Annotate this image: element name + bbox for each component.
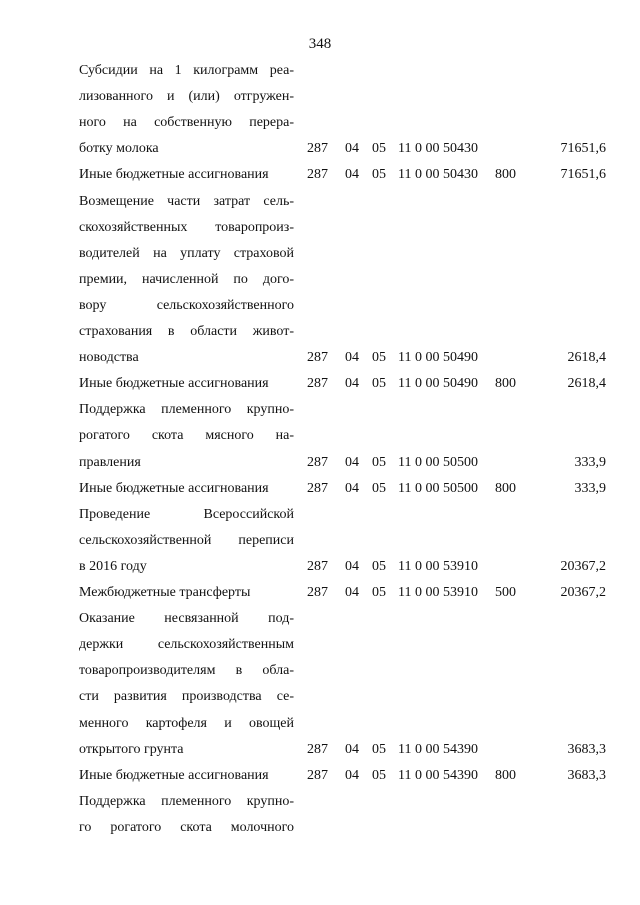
amount: 333,9 (574, 454, 606, 470)
table-row (0, 371, 640, 397)
row-description: Проведение Всероссийской (79, 506, 294, 522)
row-description: Оказание несвязанной под- (79, 611, 294, 627)
amount: 3683,3 (567, 741, 606, 757)
table-row (0, 189, 640, 215)
subsection-code: 05 (372, 141, 386, 157)
row-description: водителей на уплату страховой (79, 245, 294, 261)
row-description: Возмещение части затрат сель- (79, 193, 294, 209)
ved-code: 287 (307, 376, 328, 392)
row-description: держки сельскохозяйственным (79, 637, 294, 653)
ved-code: 287 (307, 585, 328, 600)
table-row (0, 737, 640, 763)
table-row (0, 450, 640, 476)
target-article-code: 11 0 00 53910 (398, 558, 478, 574)
subsection-code: 05 (372, 585, 386, 600)
table-row (0, 423, 640, 449)
section-code: 04 (345, 585, 359, 600)
target-article-code: 11 0 00 54390 (398, 767, 478, 783)
section-code: 04 (345, 741, 359, 757)
amount: 20367,2 (560, 558, 606, 574)
section-code: 04 (345, 480, 359, 496)
table-row (0, 215, 640, 241)
row-description: скохозяйственных товаропроиз- (79, 219, 294, 235)
row-description: менного картофеля и овощей (79, 715, 294, 731)
table-row (0, 554, 640, 580)
target-article-code: 11 0 00 50490 (398, 376, 478, 392)
row-description: Поддержка племенного крупно- (79, 793, 294, 809)
target-article-code: 11 0 00 50490 (398, 350, 478, 366)
expense-type-code: 800 (495, 480, 516, 496)
row-description: рогатого скота мясного на- (79, 428, 294, 444)
table-row (0, 162, 640, 188)
table-row (0, 580, 640, 606)
table-row (0, 110, 640, 136)
ved-code: 287 (307, 350, 328, 366)
row-description: Иные бюджетные ассигнования (79, 767, 269, 783)
section-code: 04 (345, 376, 359, 392)
table-row (0, 711, 640, 737)
subsection-code: 05 (372, 454, 386, 470)
table-row (0, 293, 640, 319)
page-number: 348 (308, 36, 332, 52)
table-row (0, 502, 640, 528)
row-description: ного на собственную перера- (79, 115, 294, 131)
target-article-code: 11 0 00 53910 (398, 585, 478, 600)
row-description: премии, начисленной по дого- (79, 271, 294, 287)
subsection-code: 05 (372, 376, 386, 392)
row-description: лизованного и (или) отгружен- (79, 89, 294, 105)
row-description: Иные бюджетные ассигнования (79, 167, 269, 183)
amount: 2618,4 (567, 376, 606, 392)
table-row (0, 476, 640, 502)
ved-code: 287 (307, 558, 328, 574)
amount: 3683,3 (567, 767, 606, 783)
table-row (0, 136, 640, 162)
expense-type-code: 800 (495, 767, 516, 783)
subsection-code: 05 (372, 767, 386, 783)
target-article-code: 11 0 00 50500 (398, 454, 478, 470)
amount: 333,9 (574, 480, 606, 496)
target-article-code: 11 0 00 50430 (398, 141, 478, 157)
row-description: страхования в области живот- (79, 324, 294, 339)
table-row (0, 632, 640, 658)
subsection-code: 05 (372, 350, 386, 366)
expense-type-code: 800 (495, 376, 516, 392)
table-row (0, 606, 640, 632)
row-description: Межбюджетные трансферты (79, 585, 251, 600)
row-description: сельскохозяйственной переписи (79, 532, 294, 548)
ved-code: 287 (307, 741, 328, 757)
subsection-code: 05 (372, 167, 386, 183)
row-description: сти развития производства се- (79, 689, 294, 705)
ved-code: 287 (307, 767, 328, 783)
table-row (0, 684, 640, 710)
amount: 20367,2 (560, 585, 606, 600)
row-description: новодства (79, 350, 139, 366)
ved-code: 287 (307, 141, 328, 157)
table-row (0, 658, 640, 684)
section-code: 04 (345, 454, 359, 470)
ved-code: 287 (307, 480, 328, 496)
table-row (0, 789, 640, 815)
section-code: 04 (345, 558, 359, 574)
row-description: правления (79, 454, 141, 470)
table-row (0, 267, 640, 293)
row-description: вору сельскохозяйственного (79, 297, 294, 313)
table-row (0, 84, 640, 110)
target-article-code: 11 0 00 54390 (398, 741, 478, 757)
row-description: Иные бюджетные ассигнования (79, 376, 269, 392)
table-row (0, 345, 640, 371)
subsection-code: 05 (372, 480, 386, 496)
row-description: в 2016 году (79, 558, 147, 574)
target-article-code: 11 0 00 50500 (398, 480, 478, 496)
subsection-code: 05 (372, 558, 386, 574)
amount: 2618,4 (567, 350, 606, 366)
row-description: товаропроизводителям в обла- (79, 663, 294, 679)
table-row (0, 397, 640, 423)
amount: 71651,6 (560, 141, 606, 157)
table-row (0, 319, 640, 345)
table-row (0, 241, 640, 267)
ved-code: 287 (307, 454, 328, 470)
ved-code: 287 (307, 167, 328, 183)
row-description: Поддержка племенного крупно- (79, 402, 294, 418)
amount: 71651,6 (560, 167, 606, 183)
row-description: го рогатого скота молочного (79, 819, 294, 835)
row-description: открытого грунта (79, 741, 184, 757)
section-code: 04 (345, 141, 359, 157)
section-code: 04 (345, 350, 359, 366)
table-row (0, 58, 640, 84)
expense-type-code: 800 (495, 167, 516, 183)
expense-type-code: 500 (495, 585, 516, 600)
target-article-code: 11 0 00 50430 (398, 167, 478, 183)
table-row (0, 815, 640, 841)
section-code: 04 (345, 167, 359, 183)
table-row (0, 528, 640, 554)
subsection-code: 05 (372, 741, 386, 757)
row-description: ботку молока (79, 141, 159, 157)
section-code: 04 (345, 767, 359, 783)
table-row (0, 763, 640, 789)
row-description: Субсидии на 1 килограмм реа- (79, 63, 294, 78)
row-description: Иные бюджетные ассигнования (79, 480, 269, 496)
